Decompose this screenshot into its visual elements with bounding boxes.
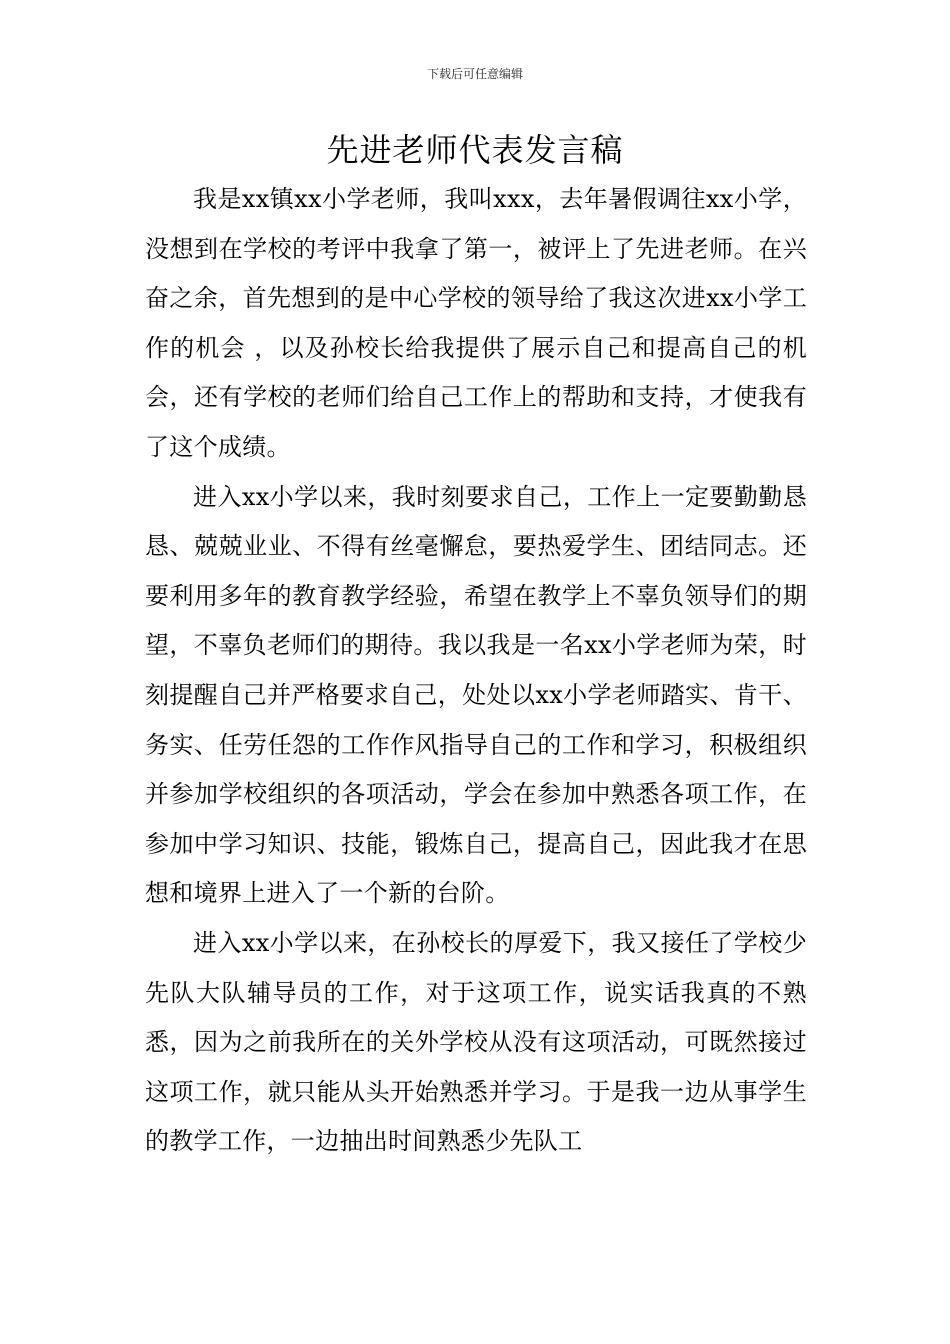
header-note: 下载后可任意编辑 xyxy=(426,67,523,81)
paragraph-3: 进入xx小学以来，在孙校长的厚爱下，我又接任了学校少先队大队辅导员的工作，对于这项工作，说实话我真的不熟悉，因为之前我所在的关外学校从没有这项活动，可既然接过这项工作，就只能从头开始熟悉并学习。于是我一边从事学生的教学工作，一边抽出时间熟悉少先队工 xyxy=(145,928,807,1156)
paragraph-1: 我是xx镇xx小学老师，我叫xxx，去年暑假调往xx小学，没想到在学校的考评中我拿了第一，被评上了先进老师。在兴奋之余，首先想到的是中心学校的领导给了我这次进xx小学工作的机会 ，以及孙校长给我提供了展示自己和提高自己的机会，还有学校的老师们给自己工作上的帮助和支持，才使我有了这个成绩。 xyxy=(145,185,807,461)
document-title: 先进老师代表发言稿 xyxy=(326,131,624,169)
paragraph-2: 进入xx小学以来，我时刻要求自己，工作上一定要勤勤恳恳、兢兢业业、不得有丝毫懈怠，要热爱学生、团结同志。还要利用多年的教育教学经验，希望在教学上不辜负领导们的期望，不辜负老师们的期待。我以我是一名xx小学老师为荣，时刻提醒自己并严格要求自己，处处以xx小学老师踏实、肯干、务实、任劳任怨的工作作风指导自己的工作和学习，积极组织并参加学校组织的各项活动，学会在参加中熟悉各项工作，在参加中学习知识、技能，锻炼自己，提高自己，因此我才在思想和境界上进入了一个新的台阶。 xyxy=(145,482,807,908)
document-body xyxy=(145,175,807,1167)
